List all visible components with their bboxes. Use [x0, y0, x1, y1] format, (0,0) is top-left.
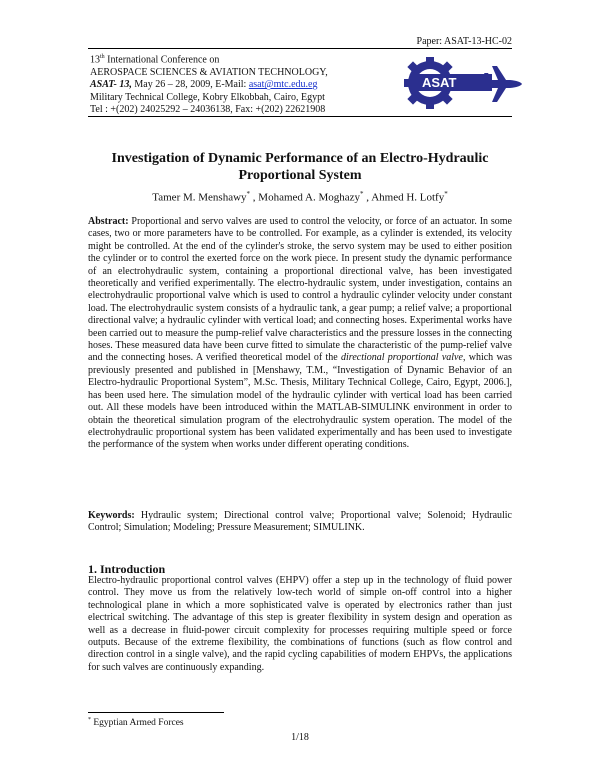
gear-plane-logo-icon	[400, 54, 525, 112]
authors-line: Tamer M. Menshawy* , Mohamed A. Moghazy* , Ahmed H. Lotfy*	[152, 190, 448, 204]
paper-id: Paper: ASAT-13-HC-02	[416, 36, 512, 47]
email-link[interactable]: asat@mtc.edu.eg	[248, 79, 318, 91]
airplane-icon	[484, 66, 522, 102]
conference-line-4: Military Technical College, Kobry Elkobbah, Cairo, Egypt	[90, 91, 325, 103]
abstract-paragraph: Abstract: Proportional and servo valves are used to control the velocity, or force of an actuator. In some cases, two or more parameters have to be controlled. For example, as a cylinder is extended, its velocity might be controlled. At the end of the cylinder's stroke, the servo system may be used to either position the cylinder or to control the exerted force on the work piece. In present study the dynamic performance of an electrohydraulic system, containing a proportional directional valve, has been investigated theoretically and verified experimentally. The electro-hydraulic system, under investigation, contains an electrohydraulic proportional valve which is used to control a hydraulic cylinder velocity under constant load. The electrohydraulic system consists of a hydraulic tank, a gear pump; a relief valve; a proportional directional valve; a hydraulic cylinder with vertical load; and connecting hoses. Experimental works have been carried out to measure the pump-relief valve characteristics and the pressure losses in the connecting hoses. These measured data have been curve fitted to simulate the characteristic of the pump-relief valve and the connecting hoses. A verified theoretical model of the directional proportional valve, which was previously presented and published in [Menshawy, T.M., “Investigation of Dynamic Behavior of an Electro-hydraulic Proportional System”, M.Sc. Thesis, Military Technical College, Cairo, Egypt, 2006.], has been used here. The simulation model of the hydraulic cylinder with vertical load has been carried out. All these models have been introduced within the MATLAB-SIMULINK environment in order to obtain the theoretical simulation program of the electrohydraulic system operation. The model of the electrohydraulic proportional system has been validated experimentally and has been used to investigate the performance of the system when works under different operating conditions.	[88, 216, 512, 451]
abstract-label: Abstract:	[88, 216, 129, 227]
author-1: Tamer M. Menshawy	[152, 191, 247, 204]
keywords-paragraph: Keywords: Hydraulic system; Directional control valve; Proportional valve; Solenoid; Hydraulic Control; Simulation; Modeling; Pressure Measurement; SIMULINK.	[88, 510, 512, 534]
author-3: Ahmed H. Lotfy	[371, 191, 445, 204]
header-rule-top	[88, 48, 512, 49]
section-heading-introduction: 1. Introduction	[88, 562, 166, 576]
header-rule-bottom	[88, 116, 512, 117]
introduction-paragraph: Electro-hydraulic proportional control valves (EHPV) offer a step up in the technology of fluid power control. They move us from the relatively low-tech world of simple on-off control into a higher technological plane in which a more sophisticated valve is operated by electronics rather than just electrical switching. The advantage of this step is greater flexibility in system design and operation as well as a decrease in fluid-power circuit complexity for processes requiring multiple speed or force outputs. Because of the extreme flexibility, the combinations of functions (such as flow control and direction control in a single valve), and the rapid cycling capabilities of modern EHPVs, the applications for such valves are continuously expanding.	[88, 575, 512, 673]
author-2: Mohamed A. Moghazy	[258, 191, 361, 204]
keywords-label: Keywords:	[88, 510, 135, 521]
conference-line-3: ASAT- 13, May 26 – 28, 2009, E-Mail: asat@mtc.edu.eg	[90, 79, 318, 91]
conference-line-1: 13th International Conference on	[90, 54, 220, 66]
conference-line-5: Tel : +(202) 24025292 – 24036138, Fax: +(202) 22621908	[90, 104, 326, 116]
paper-title: Investigation of Dynamic Performance of an Electro-Hydraulic Proportional System	[111, 151, 489, 183]
conference-header	[90, 51, 420, 117]
conference-line-2: AEROSPACE SCIENCES & AVIATION TECHNOLOGY,	[90, 66, 328, 78]
logo-text: ASAT	[422, 75, 457, 90]
footnote-rule	[88, 712, 224, 713]
footnote: * Egyptian Armed Forces	[88, 717, 184, 729]
page-number: 1/18	[291, 732, 309, 743]
